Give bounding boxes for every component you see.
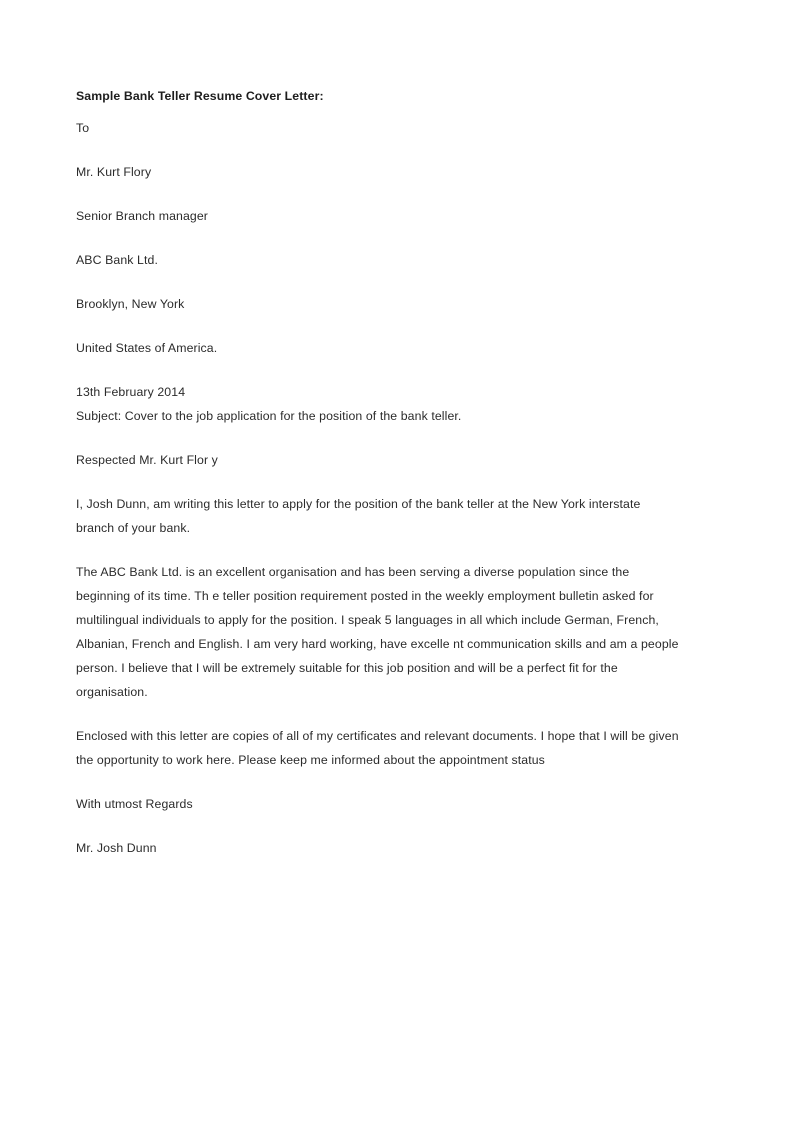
signature-line: Mr. Josh Dunn — [76, 841, 157, 855]
recipient-name: Mr. Kurt Flory — [76, 165, 152, 179]
paragraph-3 — [76, 724, 726, 772]
paragraph-line: The ABC Bank Ltd. is an excellent organisation and has been serving a diverse population since the — [76, 565, 630, 579]
paragraph-2 — [76, 560, 726, 704]
paragraph-line: organisation. — [76, 685, 148, 699]
paragraph-1 — [76, 492, 726, 540]
subject-line: Subject: Cover to the job application for the position of the bank teller. — [76, 409, 462, 423]
paragraph-line: Enclosed with this letter are copies of all of my certificates and relevant documents. I hope that I will be given — [76, 729, 679, 743]
salutation: Respected Mr. Kurt Flor y — [76, 453, 218, 467]
letter-page — [76, 86, 726, 860]
country-line: United States of America. — [76, 341, 218, 355]
paragraph-line: multilingual individuals to apply for the position. I speak 5 languages in all which include German, French, — [76, 613, 659, 627]
city-line: Brooklyn, New York — [76, 297, 185, 311]
to-line: To — [76, 121, 90, 135]
recipient-title: Senior Branch manager — [76, 209, 208, 223]
paragraph-line: person. I believe that I will be extremely suitable for this job position and will be a perfect fit for the — [76, 661, 618, 675]
paragraph-line: branch of your bank. — [76, 521, 191, 535]
closing-line: With utmost Regards — [76, 797, 193, 811]
paragraph-line: I, Josh Dunn, am writing this letter to apply for the position of the bank teller at the New York interstate — [76, 497, 641, 511]
document-title: Sample Bank Teller Resume Cover Letter: — [76, 89, 324, 103]
company-name: ABC Bank Ltd. — [76, 253, 158, 267]
paragraph-line: Albanian, French and English. I am very hard working, have excelle nt communication skills and am a people — [76, 637, 679, 651]
paragraph-line: the opportunity to work here. Please keep me informed about the appointment status — [76, 753, 545, 767]
paragraph-line: beginning of its time. Th e teller position requirement posted in the weekly employment bulletin asked for — [76, 589, 654, 603]
date-line: 13th February 2014 — [76, 385, 186, 399]
